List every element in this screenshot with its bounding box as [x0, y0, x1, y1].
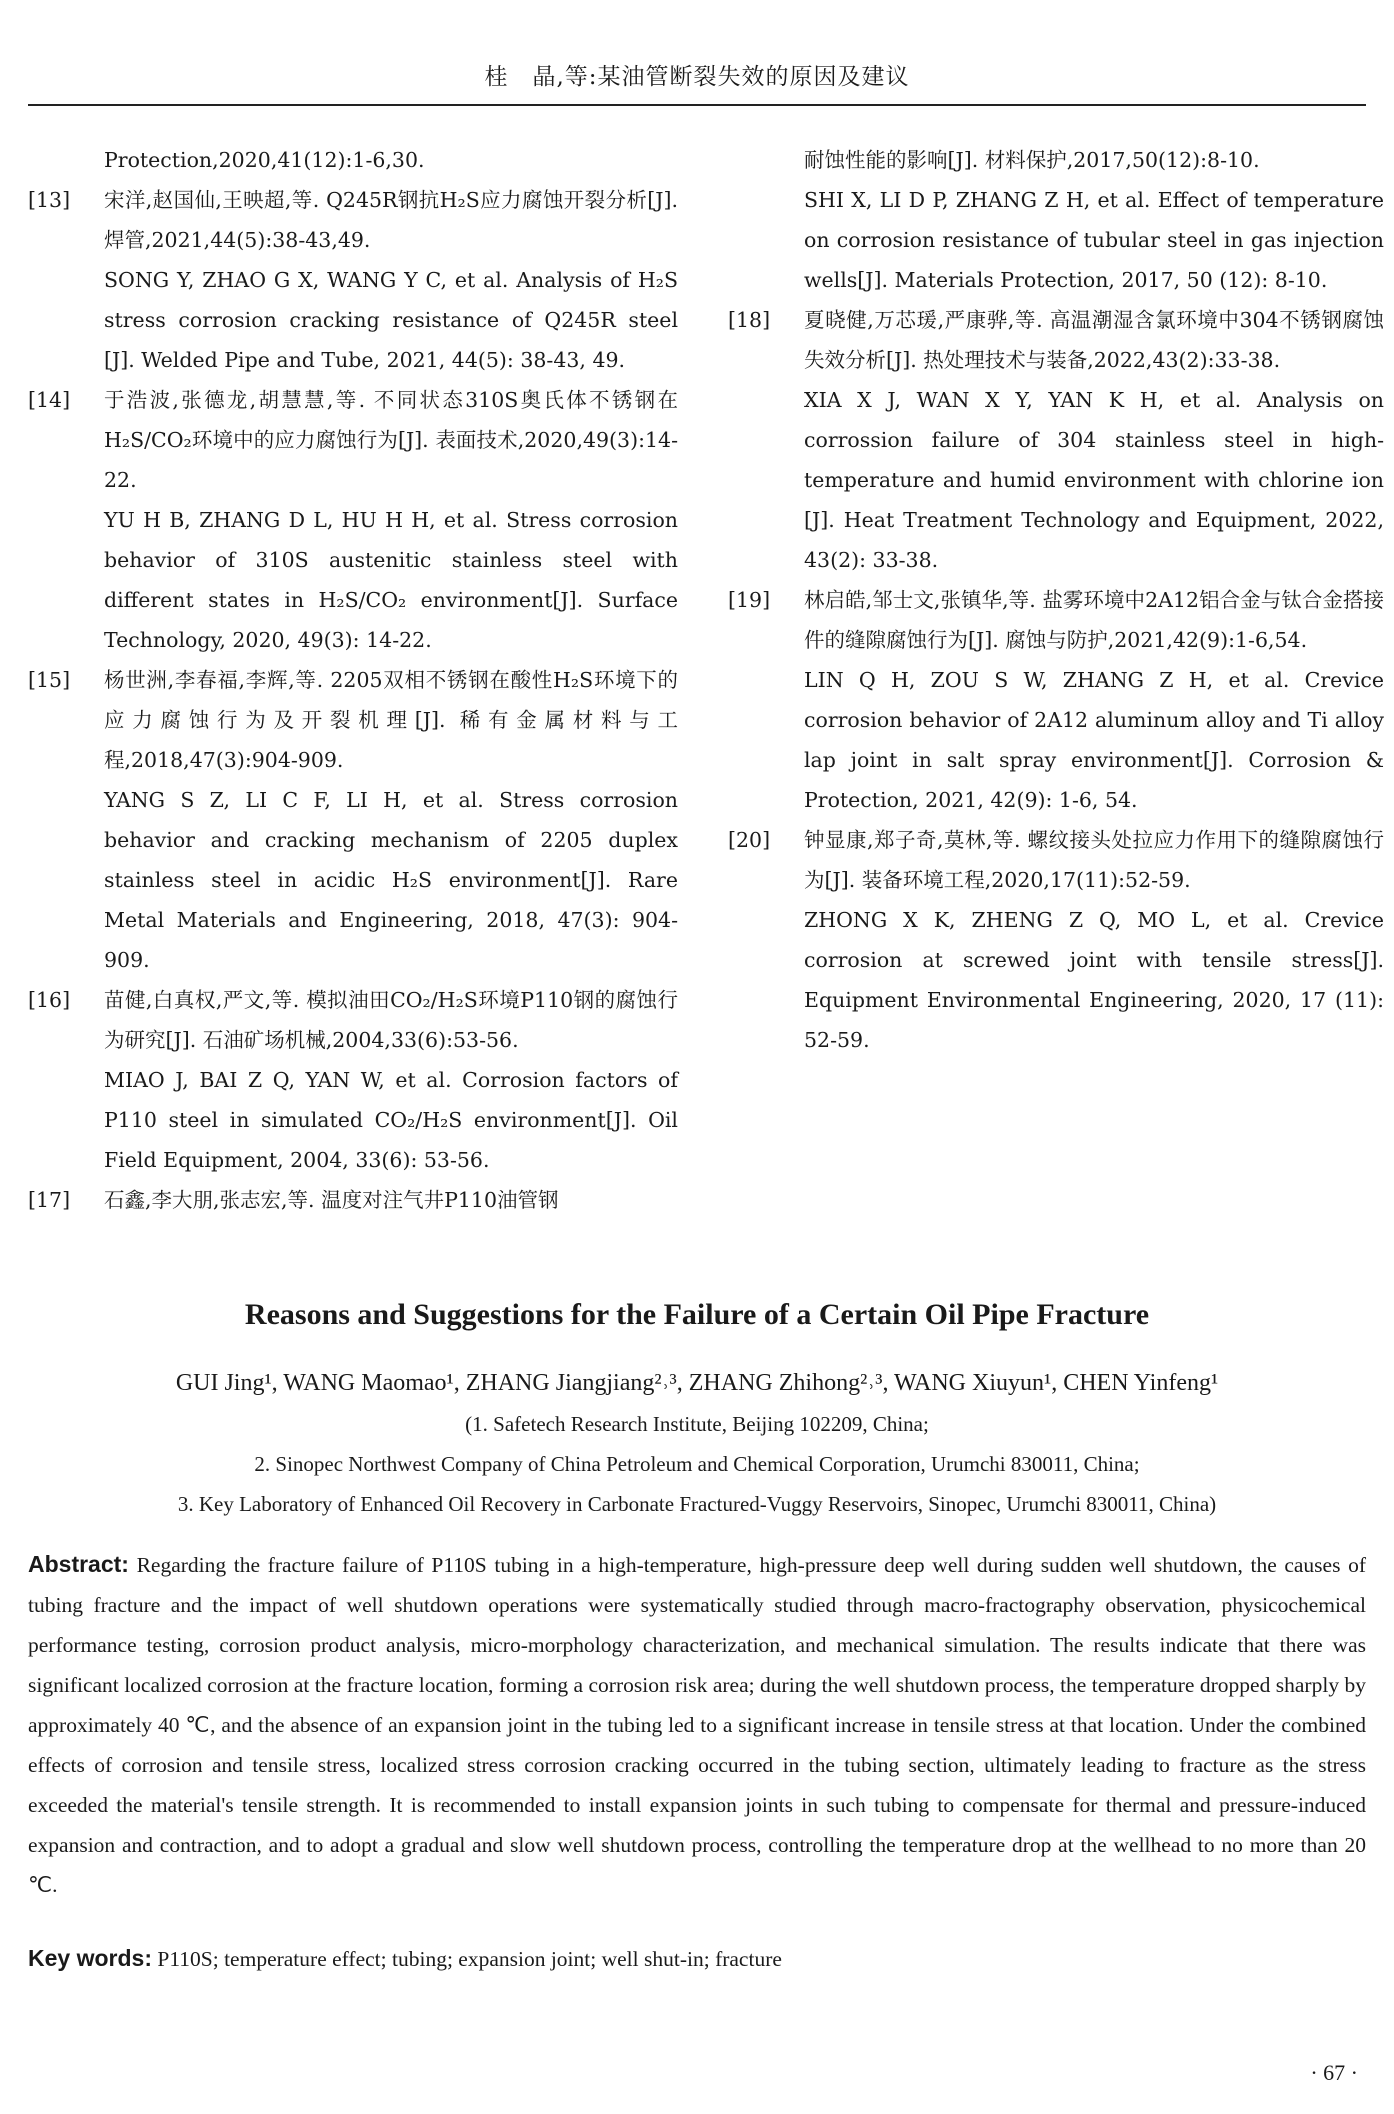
reference-15 — [28, 660, 678, 780]
reference-number: [14] — [28, 388, 71, 412]
affiliation-3: 3. Key Laboratory of Enhanced Oil Recovery in Carbonate Fractured-Vuggy Reservoirs, Sinopec, Urumchi 830011, China) — [177, 1492, 1217, 1516]
references-left-column — [28, 140, 678, 1220]
reference-text: YANG S Z, LI C F, LI H, et al. Stress corrosion behavior and cracking mechanism of 2205 duplex stainless steel in acidic H₂S environment[J]. Rare Metal Materials and Engineering, 2018, 47(3): 904-909. — [104, 788, 678, 972]
reference-text: XIA X J, WAN X Y, YAN K H, et al. Analysis on corrossion failure of 304 stainless steel in high-temperature and humid environment with chlorine ion [J]. Heat Treatment Technology and Equipment, 2022, 43(2): 33-38. — [804, 388, 1384, 572]
reference-number: [17] — [28, 1188, 71, 1212]
author-list: GUI Jing¹, WANG Maomao¹, ZHANG Jiangjiang²˒³, ZHANG Zhihong²˒³, WANG Xiuyun¹, CHEN Yinfeng¹ — [175, 1370, 1219, 1396]
header-rule — [28, 104, 1366, 106]
reference-text: 宋洋,赵国仙,王映超,等. Q245R钢抗H₂S应力腐蚀开裂分析[J]. 焊管,2021,44(5):38-43,49. — [104, 188, 678, 252]
abstract-label: Abstract: — [28, 1551, 129, 1577]
page-number: · 67 · — [1310, 2060, 1358, 2085]
keywords-text: P110S; temperature effect; tubing; expansion joint; well shut-in; fracture — [157, 1947, 782, 1971]
reference-text: Protection,2020,41(12):1-6,30. — [104, 148, 425, 172]
reference-text: MIAO J, BAI Z Q, YAN W, et al. Corrosion factors of P110 steel in simulated CO₂/H₂S environment[J]. Oil Field Equipment, 2004, 33(6): 53-56. — [104, 1068, 678, 1172]
reference-text: 杨世洲,李春福,李辉,等. 2205双相不锈钢在酸性H₂S环境下的应力腐蚀行为及开裂机理[J]. 稀有金属材料与工程,2018,47(3):904-909. — [104, 668, 678, 772]
reference-20-english — [728, 900, 1384, 1060]
reference-17-continuation — [728, 140, 1384, 180]
abstract — [28, 1544, 1366, 1905]
reference-19-english — [728, 660, 1384, 820]
keywords — [28, 1945, 1366, 1972]
running-title: 桂 晶,等:某油管断裂失效的原因及建议 — [484, 64, 910, 90]
reference-text: 石鑫,李大朋,张志宏,等. 温度对注气井P110油管钢 — [104, 1188, 559, 1212]
reference-16-english — [28, 1060, 678, 1180]
reference-17 — [28, 1180, 678, 1220]
affiliation-1: (1. Safetech Research Institute, Beijing 102209, China; — [465, 1412, 929, 1436]
affiliation-2: 2. Sinopec Northwest Company of China Petroleum and Chemical Corporation, Urumchi 830011, China; — [254, 1452, 1140, 1476]
reference-text: 林启皓,邹士文,张镇华,等. 盐雾环境中2A12铝合金与钛合金搭接件的缝隙腐蚀行为[J]. 腐蚀与防护,2021,42(9):1-6,54. — [804, 588, 1384, 652]
running-header — [28, 58, 1366, 98]
reference-17-english — [728, 180, 1384, 300]
reference-continuation — [28, 140, 678, 180]
reference-number: [15] — [28, 668, 71, 692]
reference-16 — [28, 980, 678, 1060]
reference-20 — [728, 820, 1384, 900]
reference-text: SONG Y, ZHAO G X, WANG Y C, et al. Analysis of H₂S stress corrosion cracking resistance of Q245R steel [J]. Welded Pipe and Tube, 2021, 44(5): 38-43, 49. — [104, 268, 678, 372]
reference-text: YU H B, ZHANG D L, HU H H, et al. Stress corrosion behavior of 310S austenitic stainless steel with different states in H₂S/CO₂ environment[J]. Surface Technology, 2020, 49(3): 14-22. — [104, 508, 678, 652]
reference-18-english — [728, 380, 1384, 580]
reference-text: 耐蚀性能的影响[J]. 材料保护,2017,50(12):8-10. — [804, 148, 1260, 172]
keywords-label: Key words: — [28, 1945, 152, 1971]
reference-14 — [28, 380, 678, 500]
reference-text: ZHONG X K, ZHENG Z Q, MO L, et al. Crevice corrosion at screwed joint with tensile stress[J]. Equipment Environmental Engineering, 2020, 17 (11): 52-59. — [804, 908, 1384, 1052]
reference-number: [16] — [28, 988, 71, 1012]
reference-15-english — [28, 780, 678, 980]
reference-13-english — [28, 260, 678, 380]
reference-text: 夏晓健,万芯瑗,严康骅,等. 高温潮湿含氯环境中304不锈钢腐蚀失效分析[J]. 热处理技术与装备,2022,43(2):33-38. — [804, 308, 1384, 372]
abstract-text: Regarding the fracture failure of P110S tubing in a high-temperature, high-pressure deep well during sudden well shutdown, the causes of tubing fracture and the impact of well shutdown operations were systematically studied through macro-fractography observation, physicochemical performance testing, corrosion product analysis, micro-morphology characterization, and mechanical simulation. The results indicate that there was significant localized corrosion at the fracture location, forming a corrosion risk area; during the well shutdown process, the temperature dropped sharply by approximately 40 ℃, and the absence of an expansion joint in the tubing led to a significant increase in tensile stress at that location. Under the combined effects of corrosion and tensile stress, localized stress corrosion cracking occurred in the tubing section, ultimately leading to fracture as the stress exceeded the material's tensile strength. It is recommended to install expansion joints in such tubing to compensate for thermal and pressure-induced expansion and contraction, and to adopt a gradual and slow well shutdown process, controlling the temperature drop at the wellhead to no more than 20 ℃. — [28, 1553, 1366, 1897]
reference-number: [19] — [728, 588, 771, 612]
reference-text: LIN Q H, ZOU S W, ZHANG Z H, et al. Crevice corrosion behavior of 2A12 aluminum alloy and Ti alloy lap joint in salt spray environment[J]. Corrosion & Protection, 2021, 42(9): 1-6, 54. — [804, 668, 1384, 812]
reference-13 — [28, 180, 678, 260]
reference-number: [18] — [728, 308, 771, 332]
reference-text: 于浩波,张德龙,胡慧慧,等. 不同状态310S奥氏体不锈钢在H₂S/CO₂环境中的应力腐蚀行为[J]. 表面技术,2020,49(3):14-22. — [104, 388, 678, 492]
reference-number: [20] — [728, 828, 771, 852]
reference-text: SHI X, LI D P, ZHANG Z H, et al. Effect of temperature on corrosion resistance of tubular steel in gas injection wells[J]. Materials Protection, 2017, 50 (12): 8-10. — [804, 188, 1384, 292]
reference-18 — [728, 300, 1384, 380]
references-right-column — [728, 140, 1384, 1060]
reference-14-english — [28, 500, 678, 660]
paper-title: Reasons and Suggestions for the Failure of a Certain Oil Pipe Fracture — [244, 1298, 1150, 1331]
reference-19 — [728, 580, 1384, 660]
reference-text: 苗健,白真权,严文,等. 模拟油田CO₂/H₂S环境P110钢的腐蚀行为研究[J]. 石油矿场机械,2004,33(6):53-56. — [104, 988, 678, 1052]
reference-text: 钟显康,郑子奇,莫林,等. 螺纹接头处拉应力作用下的缝隙腐蚀行为[J]. 装备环境工程,2020,17(11):52-59. — [804, 828, 1384, 892]
reference-number: [13] — [28, 188, 71, 212]
